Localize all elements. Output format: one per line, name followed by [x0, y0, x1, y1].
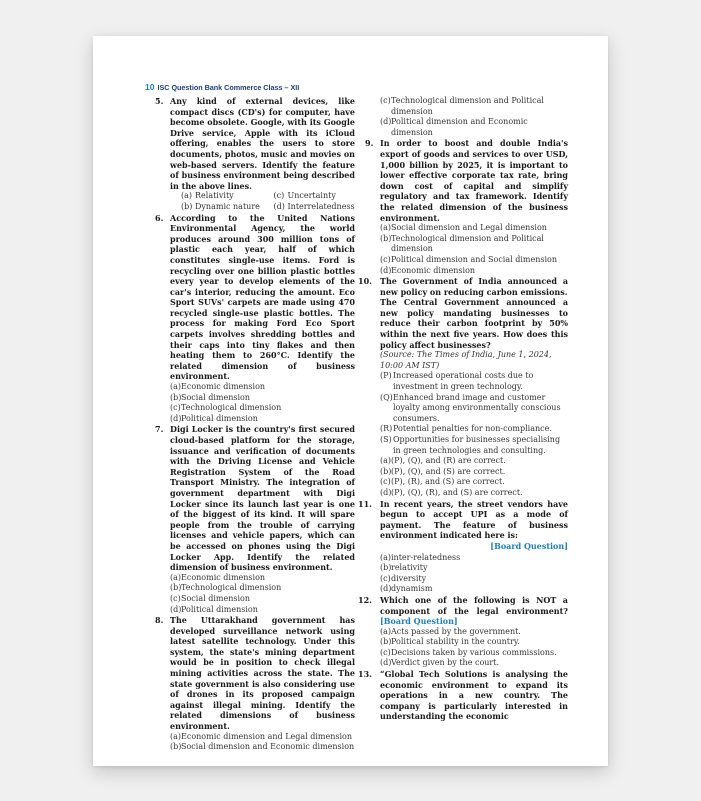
question-5: [155, 96, 355, 213]
option: (c) Decisions taken by various commissions.: [380, 647, 557, 657]
option: (a) inter-relatedness: [380, 552, 461, 562]
question-13: [358, 669, 568, 722]
option: (b) Political stability in the country.: [380, 637, 520, 647]
question-number: 13.: [358, 669, 372, 680]
question-number: 7.: [155, 424, 164, 435]
question-text: Any kind of external devices, like compact discs (CD's) for computer, have become obsolete. Google, with its Google Drive service, Apple with its iCloud offering, enables the users to store documents, photos, music and movies on web-based servers. Identify the feature of business environment being described in the above lines.: [170, 96, 355, 191]
option: (b) Technological dimension: [170, 583, 282, 593]
option: (d) (P), (Q), (R), and (S) are correct.: [380, 487, 523, 497]
option: (c) Social dimension: [170, 593, 250, 603]
option: (d) Economic dimension: [380, 265, 476, 275]
option: (b) Social dimension: [170, 392, 250, 402]
question-number: 8.: [155, 615, 164, 626]
option: (b) Social dimension and Economic dimension: [170, 742, 355, 752]
question-7: [155, 424, 355, 615]
question-text: The Government of India announced a new policy on reducing carbon emissions.: [380, 276, 568, 297]
book-title: ISC Question Bank Commerce Class – XII: [157, 83, 300, 92]
statement: (P) Increased operational costs due to investment in green technology.: [380, 371, 534, 392]
option: (c) (P), (R), and (S) are correct.: [380, 477, 505, 487]
option: (d) Verdict given by the court.: [380, 658, 500, 668]
question-number: 9.: [365, 138, 374, 149]
statement: (Q) Enhanced brand image and customer loyalty among environmentally conscious consumers.: [380, 392, 561, 423]
question-10: [358, 276, 568, 498]
option: (a) Economic dimension and Legal dimension: [170, 731, 353, 741]
option: (a) (P), (Q), and (R) are correct.: [380, 456, 506, 466]
option: (a) Economic dimension: [170, 572, 266, 582]
left-column: [155, 96, 355, 753]
book-page: [93, 36, 608, 766]
question-11: [358, 498, 568, 595]
question-6: [155, 212, 355, 425]
question-text: In recent years, the street vendors have begun to accept UPI as a mode of payment. The feature of business environment indicated here is:: [380, 498, 568, 541]
option: (b) relativity: [380, 563, 428, 573]
right-column: [358, 96, 568, 722]
board-question-tag: [Board Question]: [490, 540, 568, 551]
page-header: [145, 82, 299, 92]
options-grid: [170, 191, 355, 212]
option: (c) Political dimension and Social dimension: [380, 254, 558, 264]
question-source: (Source: The Times of India, June 1, 2024, 10:00 AM IST): [380, 350, 552, 370]
question-text-2: The Central Government announced a new policy mandating businesses to reduce their carbon footprint by 50% within the next five years. How does this policy affect businesses?: [380, 297, 568, 350]
question-text: Which one of the following is NOT a component of the legal environment? [Board Question]: [380, 594, 568, 627]
question-8-continued: [369, 96, 568, 138]
option: (c) Technological dimension: [170, 403, 282, 413]
board-question-tag: [Board Question]: [380, 616, 458, 627]
question-text: According to the United Nations Environmental Agency, the world produces around 300 million tons of plastic each year, half of which constitutes single-use items. Ford is recycling over one billion plastic bottles every year to develop elements of the car's interior, reducing the amount. Eco Sport SUVs' carpets are made using 470 recycled single-use plastic bottles. The process for making Ford Eco Sport carpets involves shredding bottles and their caps into tiny flakes and then heating them to 260°C. Identify the related dimension of business environment.: [170, 212, 355, 382]
option: (b) Dynamic nature: [181, 201, 260, 211]
question-text: Digi Locker is the country's first secured cloud-based platform for the storage, issuance and verification of documents with the Driving License and Vehicle Registration System of the Road Transport Ministry. The integration of government department with Digi Locker since its launch last year is one of the biggest of its kind. It will spare people from the trouble of carrying licenses and vehicle papers, which can be accessed on phones using the Digi Locker App. Identify the related dimension of business environment.: [170, 424, 355, 573]
option: (c) diversity: [380, 573, 427, 583]
question-8: [155, 615, 355, 753]
question-number: 10.: [358, 276, 372, 287]
question-number: 6.: [155, 212, 164, 223]
statement: (R) Potential penalties for non-compliance.: [380, 424, 552, 434]
option: (d) Interrelatedness: [273, 201, 355, 211]
option: (d) Political dimension: [170, 604, 258, 614]
option: (a) Relativity: [181, 191, 234, 201]
question-text: In order to boost and double India's export of goods and services to over USD, 1,000 billion by 2025, it is important to lower effective corporate tax rate, bring down cost of capital and simplify regulatory and tax framework. Identify the related dimension of the business environment.: [380, 138, 568, 223]
page-number: 10: [145, 82, 155, 92]
question-text: “Global Tech Solutions is analysing the economic environment to expand its operations in a new country. The company is particularly interested in understanding the economic: [380, 669, 568, 722]
option: (b) Technological dimension and Political dimension: [380, 233, 544, 254]
statement: (S) Opportunities for businesses specialising in green technologies and consulting.: [380, 435, 561, 455]
question-9: [365, 138, 568, 276]
option: (d) Political dimension and Economic dimension: [380, 117, 528, 137]
question-number: 5.: [155, 96, 164, 106]
option: (a) Social dimension and Legal dimension: [380, 223, 547, 233]
option: (d) dynamism: [380, 584, 433, 594]
question-number: 11.: [358, 498, 372, 509]
option: (b) (P), (Q), and (S) are correct.: [380, 466, 506, 476]
question-12: [358, 594, 568, 669]
option: (d) Political dimension: [170, 413, 258, 423]
option: (c) Uncertainty: [273, 191, 336, 201]
question-number: 12.: [358, 594, 372, 605]
question-text: The Uttarakhand government has developed surveillance network using latest satellite technology. Under this system, the state's mining department would be in position to check illegal mining activities across the state. The state government is also considering use of drones in its proposed campaign against illegal mining. Identify the related dimensions of business environment.: [170, 615, 355, 732]
option: (c) Technological dimension and Political dimension: [380, 96, 544, 116]
option: (a) Economic dimension: [170, 382, 266, 392]
option: (a) Acts passed by the government.: [380, 626, 521, 636]
